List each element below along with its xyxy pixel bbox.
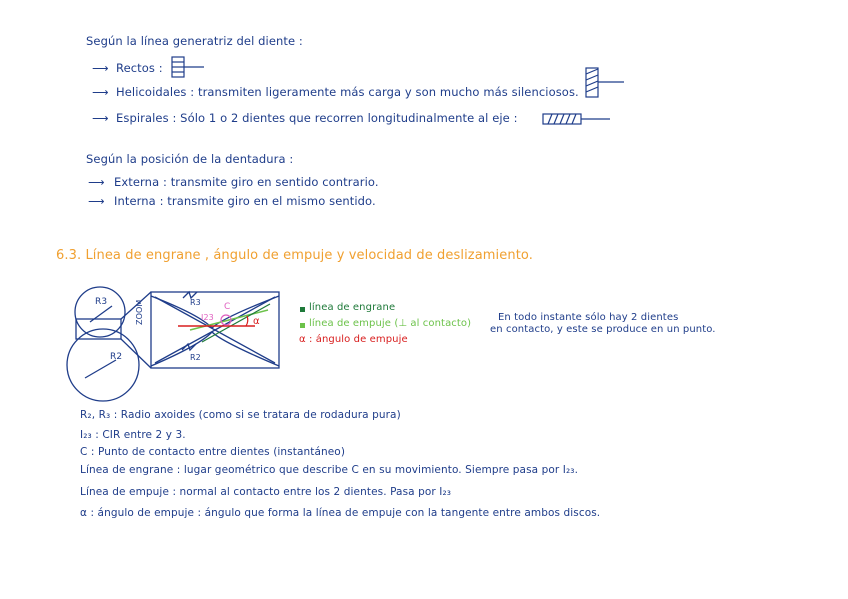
- spiral-gear-icon: [543, 114, 610, 124]
- diagram-r3-label: R3: [190, 298, 201, 307]
- note-line2: en contacto, y este se produce en un punto.: [490, 324, 716, 335]
- legend-engrane: línea de engrane: [309, 302, 396, 313]
- r2-label: R2: [110, 352, 123, 362]
- legend-swatch-empuje: [300, 323, 305, 328]
- section-title: 6.3. Línea de engrane , ángulo de empuje y velocidad de deslizamiento.: [56, 248, 533, 263]
- generatriz-heading: Según la línea generatriz del diente :: [86, 34, 303, 48]
- item-espirales: Espirales : Sólo 1 o 2 dientes que recorren longitudinalmente al eje :: [116, 111, 518, 125]
- legend-empuje: línea de empuje (⊥ al contacto): [309, 318, 472, 329]
- arrow-icon: ⟶: [88, 194, 105, 208]
- i23-label: I23: [201, 313, 214, 322]
- definition-angulo: α : ángulo de empuje : ángulo que forma la línea de empuje con la tangente entre ambos discos.: [80, 507, 601, 519]
- r3-label: R3: [95, 297, 108, 307]
- definition-empuje: Línea de empuje : normal al contacto entre los 2 dientes. Pasa por I₂₃: [80, 486, 452, 498]
- arrow-icon: ⟶: [92, 85, 109, 99]
- definition-radios: R₂, R₃ : Radio axoides (como si se tratara de rodadura pura): [80, 409, 401, 421]
- item-interna: Interna : transmite giro en el mismo sentido.: [114, 194, 376, 208]
- legend-swatch-engrane: [300, 307, 305, 312]
- arrow-icon: ⟶: [92, 111, 109, 125]
- legend-angulo: α : ángulo de empuje: [299, 334, 408, 345]
- alpha-label: α: [253, 316, 260, 327]
- item-helicoidales: Helicoidales : transmiten ligeramente más carga y son mucho más silenciosos.: [116, 85, 579, 99]
- diagram-r2-label: R2: [190, 353, 201, 362]
- item-externa: Externa : transmite giro en sentido contrario.: [114, 175, 379, 189]
- helical-gear-icon: [586, 68, 624, 97]
- item-rectos: Rectos :: [116, 61, 163, 75]
- definition-contacto: C : Punto de contacto entre dientes (instantáneo): [80, 446, 346, 458]
- arrow-icon: ⟶: [92, 61, 109, 75]
- c-label: C: [224, 302, 231, 312]
- definition-engrane: Línea de engrane : lugar geométrico que describe C en su movimiento. Siempre pasa por I₂₃.: [80, 464, 579, 476]
- definition-cir: I₂₃ : CIR entre 2 y 3.: [80, 429, 186, 441]
- spur-gear-icon: [172, 57, 204, 77]
- note-line1: En todo instante sólo hay 2 dientes: [498, 312, 679, 323]
- dentadura-heading: Según la posición de la dentadura :: [86, 152, 294, 166]
- gear-r2-circle: [67, 329, 139, 401]
- zoom-label: ZOOM: [135, 299, 144, 325]
- arrow-icon: ⟶: [88, 175, 105, 189]
